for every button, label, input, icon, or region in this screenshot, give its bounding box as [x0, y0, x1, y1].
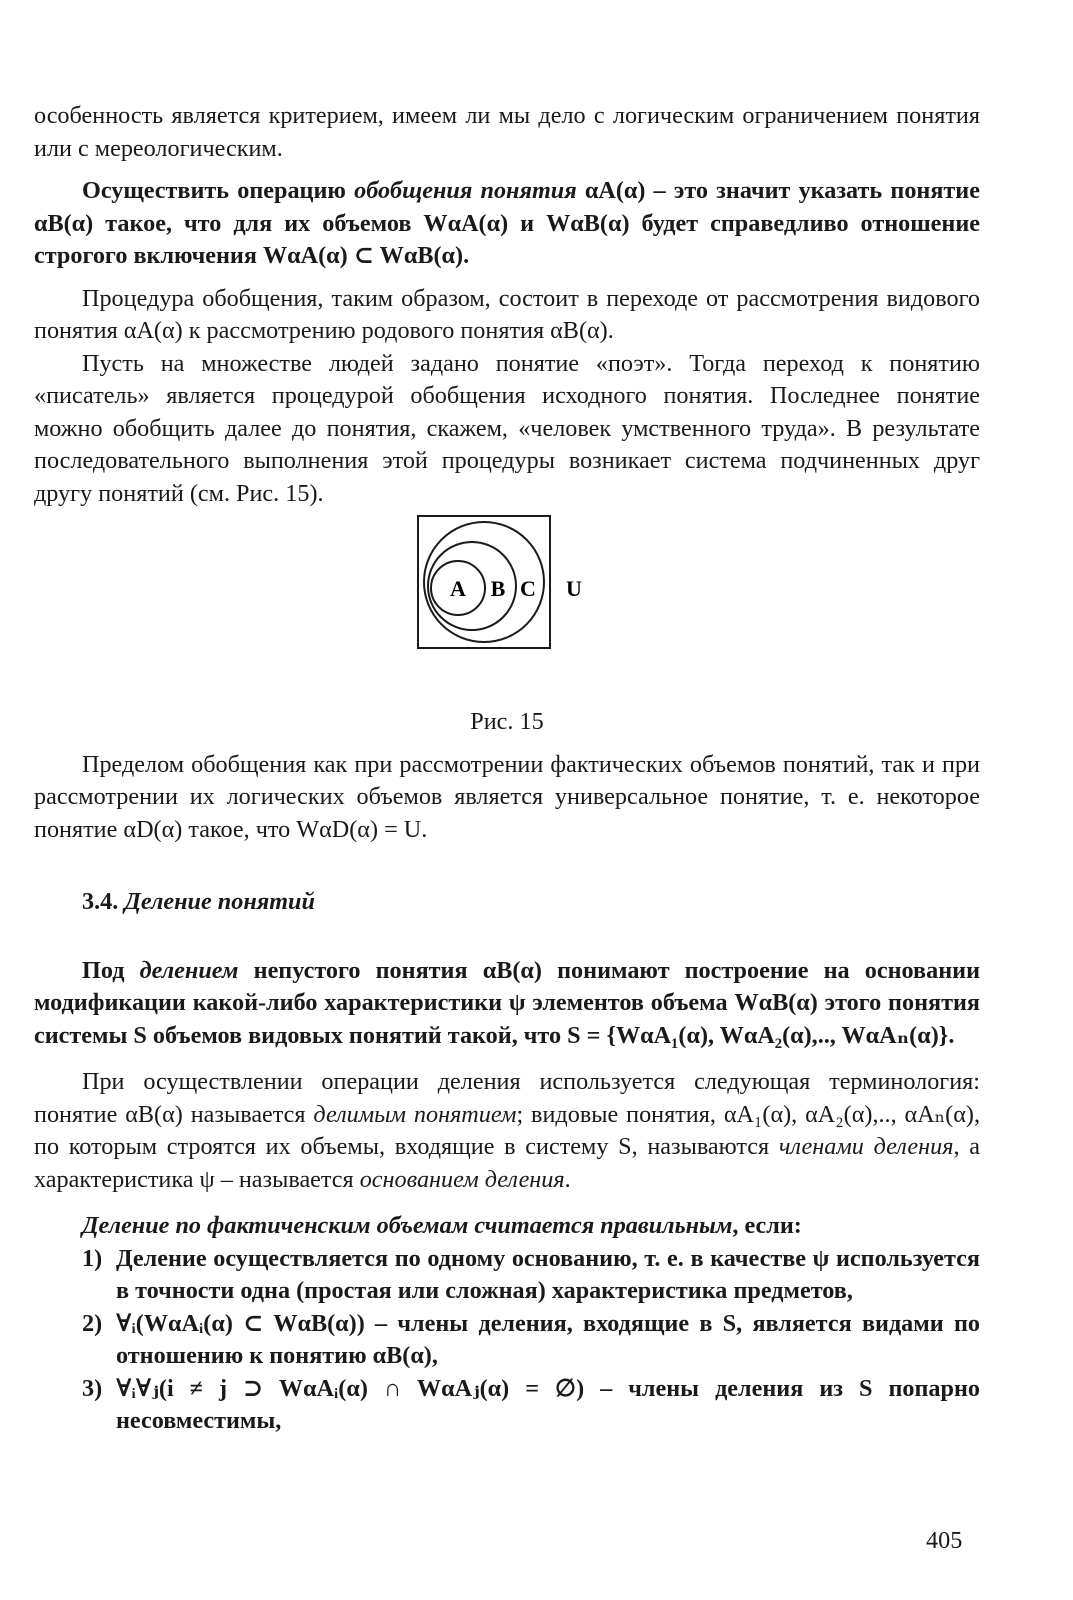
label-b: B — [490, 576, 506, 601]
figure-caption: Рис. 15 — [470, 708, 544, 735]
figure-15 — [34, 514, 980, 704]
terminology-text-1: При осуществлении операции деления используется следующая терминология: понятие αB(α) называется — [34, 1068, 980, 1128]
term-division: делением — [139, 956, 239, 984]
terminology-text-4: . — [564, 1165, 571, 1193]
rule-intro — [34, 1210, 980, 1243]
list-item — [34, 1308, 980, 1373]
term-division-members: членами деления — [778, 1133, 954, 1160]
section-heading — [34, 886, 980, 919]
definition-generalization — [34, 175, 980, 273]
list-item-number: 3) — [82, 1374, 103, 1402]
division-body: непустого понятия αB(α) понимают построение на основании модификации какой-либо характеристики ψ элементов объема WαB(α) этого понятия системы S объемов видовых понятий такой, что S = {WαA₁(α), WαA₂(α),.., WαAₙ(α)}. — [34, 956, 981, 1049]
list-item-number: 2) — [82, 1309, 103, 1337]
page-number: 405 — [926, 1527, 963, 1554]
paragraph-terminology — [34, 1066, 980, 1196]
definition-division — [34, 955, 980, 1053]
paragraph-example: Пусть на множестве людей задано понятие «поэт». Тогда переход к понятию «писатель» является процедурой обобщения исходного понятия. Последнее понятие можно обобщить далее до понятия, скажем, «человек умственного труда». В результате последовательного выполнения этой процедуры возникает система подчиненных друг другу понятий (см. Рис. 15). — [34, 349, 980, 507]
list-item-text: ∀ᵢ∀ⱼ(i ≠ j ⊃ WαAᵢ(α) ∩ WαAⱼ(α) = ∅) – члены деления из S попарно несовместимы, — [116, 1374, 980, 1434]
list-item — [34, 1373, 980, 1438]
list-item-number: 1) — [82, 1244, 103, 1272]
rules-list — [34, 1243, 980, 1438]
paragraph-procedure: Процедура обобщения, таким образом, состоит в переходе от рассмотрения видового понятия αA(α) к рассмотрению родового понятия αB(α). — [34, 284, 980, 344]
section-title: Деление понятий — [124, 888, 315, 915]
venn-diagram — [416, 514, 606, 664]
term-generalization: обобщения понятия — [354, 177, 577, 204]
paragraph-limit: Пределом обобщения как при рассмотрении фактических объемов понятий, так и при рассмотрении их логических объемов является универсальное понятие, т. е. некоторое понятие αD(α) такое, что WαD(α) = U. — [34, 750, 980, 843]
list-item-text: Деление осуществляется по одному основанию, т. е. в качестве ψ используется в точности одна (простая или сложная) характеристика предметов, — [116, 1244, 980, 1304]
division-lead: Под — [82, 956, 140, 984]
label-c: C — [520, 576, 536, 601]
rule-intro-tail: , если: — [732, 1212, 802, 1239]
rule-intro-italic: Деление по фактиченским объемам считается правильным — [82, 1212, 733, 1239]
term-division-basis: основанием деления — [359, 1165, 565, 1193]
terminology-text-3: , а характеристика ψ – называется — [34, 1133, 980, 1193]
label-u: U — [566, 576, 582, 601]
label-a: A — [450, 576, 466, 601]
definition-lead: Осуществить операцию — [82, 177, 355, 204]
section-number: 3.4. — [82, 888, 119, 915]
terminology-text-2: ; видовые понятия, αA₁(α), αA₂(α),.., αAₙ(α), по которым строятся их объемы, входящие в систему S, называются — [34, 1100, 980, 1160]
list-item-text: ∀ᵢ(WαAᵢ(α) ⊂ WαB(α)) – члены деления, входящие в S, является видами по отношению к понятию αB(α), — [116, 1309, 980, 1369]
paragraph-continuation: особенность является критерием, имеем ли мы дело с логическим ограничением понятия или с мереологическим. — [34, 102, 980, 162]
definition-body: αA(α) – это значит указать понятие αB(α) такое, что для их объемов WαA(α) и WαB(α) будет справедливо отношение строгого включения WαA(α) ⊂ WαB(α). — [34, 177, 980, 269]
term-divisible-concept: делимым понятием — [313, 1100, 517, 1128]
list-item — [34, 1243, 980, 1308]
page-content — [34, 100, 980, 1438]
